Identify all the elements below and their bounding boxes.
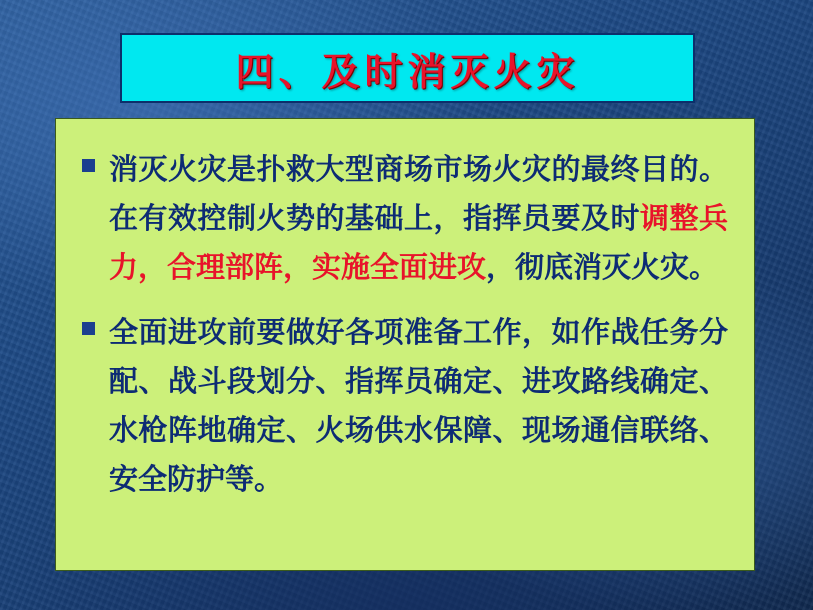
title-box <box>120 33 695 103</box>
bullet-segment-highlight: 调整兵力，合理部阵，实施全面进攻 <box>109 201 728 284</box>
list-item <box>82 308 728 504</box>
slide-title: 四、及时消灭火灾 <box>235 49 580 94</box>
bullet-text-1 <box>109 145 728 292</box>
content-box <box>55 118 755 571</box>
square-bullet-icon <box>82 159 95 172</box>
bullet-text-2 <box>109 308 728 504</box>
bullet-segment: ，彻底消灭火灾。 <box>486 250 719 284</box>
list-item <box>82 145 728 292</box>
square-bullet-icon <box>82 322 95 335</box>
bullet-segment: 全面进攻前要做好各项准备工作，如作战任务分配、战斗段划分、指挥员确定、进攻路线确定、水枪阵地确定、火场供水保障、现场通信联络、安全防护等。 <box>109 315 728 496</box>
bullet-segment: 消灭火灾是扑救大型商场市场火灾的最终目的。在有效控制火势的基础上，指挥员要及时 <box>109 152 728 235</box>
